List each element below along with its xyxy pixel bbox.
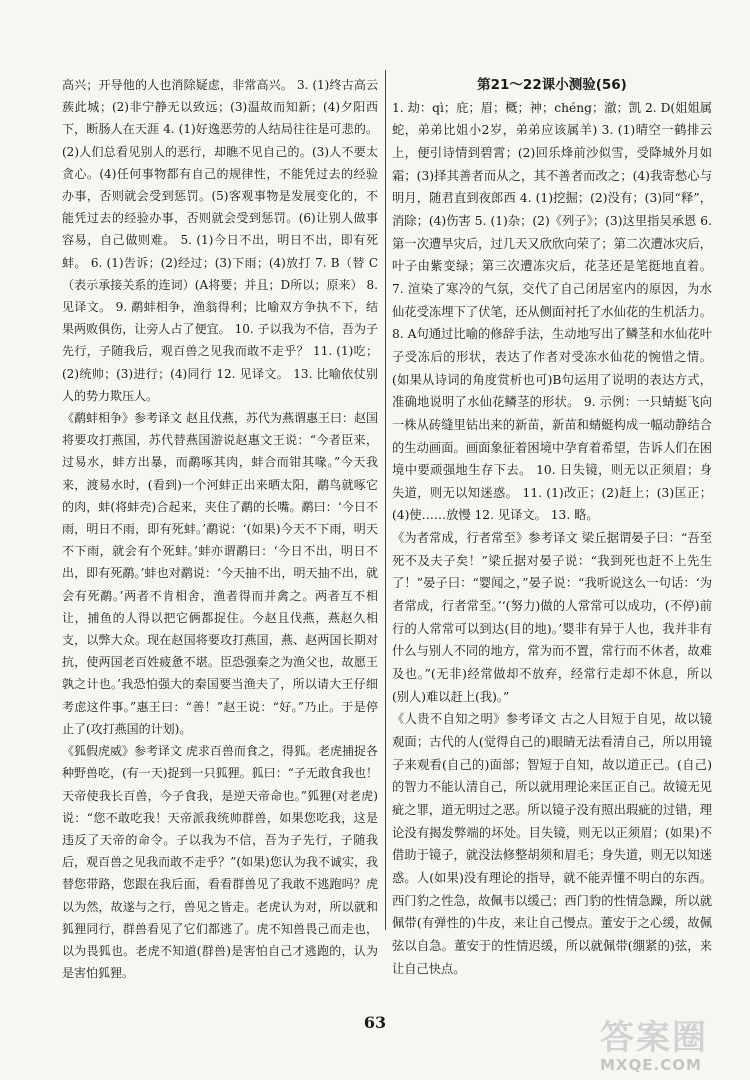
answer-paragraph: 高兴；开导他的人也消除疑虑，非常高兴。 3. (1)终古高云蔟此城；(2)非宁静无以致远；(3)温故而知新；(4)夕阳西下，断肠人在天涯 4. (1)好逸恶劳的人结局往往是可悲的。(2)人们总看见别人的恶行，却瞧不见自己的。(3)人不要太贪心。(4)任何事物都有自己的规律性，不能凭过去的经验办事，否则就会受到惩罚。(5)客观事物是发展变化的，不能凭过去的经验办事，否则就会受到惩罚。(6)让别人做事容易，自己做则难。 5. (1)今日不出，明日不出，即有死蚌。 6. (1)告诉；(2)经过；(3)下雨；(4)放打 7. B（替 C（表示承接关系的连词）(A将要；并且；D所以；原来） 8. 见译文。 9. 鹬蚌相争，渔翁得利；比喻双方争执不下，结果两败俱伤，让旁人占了便宜。 10. 子以我为不信，吾为子先行，子随我后，观百兽之见我而敢不走乎？ 11. (1)吃；(2)统帅；(3)进行；(4)同行 12. 见译文。 13. 比喻依仗别人的势力欺压人。 — [62, 78, 378, 403]
column-divider — [385, 70, 386, 930]
translation-paragraph: 《为者常成，行者常至》参考译文 梁丘据谓晏子曰：“吾至死不及夫子矣！”梁丘据对晏子说：“我到死也赶不上先生了！”晏子曰：“婴闻之，”晏子说：“我听说这么一句话：‘为者常成，行者常至。’‘(努力)做的人常常可以成功，(不停)前行的人常常可以到达(目的地)。’婴非有异于人也，我并非有什么与别人不同的地方，常为而不置，常行而不休者，故难及也。”(无非)经常做却不放弃，经常行走却不休息，所以(别人)难以赶上(我)。” — [392, 531, 712, 704]
translation-paragraph: 《人贵不自知之明》参考译文 古之人目短于自见，故以镜观面；古代的人(觉得自己的)眼睛无法看清自己，所以用镜子来观看(自己的)面部；智短于自知，故以道正己。(自己)的智力不能认清自己，所以就用理论来匡正自己。故镜无见疵之罪，道无明过之恶。所以镜子没有照出瑕疵的过错，理论没有揭发弊端的坏处。目失镜，则无以正须眉；(如果)不借助于镜子，就没法修整胡须和眉毛；身失道，则无以知迷惑。人(如果)没有理论的指导，就不能弄懂不明白的东西。西门豹之性急，故佩韦以缓己；西门豹的性情急躁，所以就佩带(有弹性的)牛皮，来让自己慢点。董安于之心缓，故佩弦以自急。董安于的性情迟缓，所以就佩带(绷紧的)弦，来让自己快点。 — [392, 712, 712, 976]
left-column — [62, 74, 378, 984]
watermark-url: MXQE.COM — [600, 1056, 702, 1074]
answer-paragraph: 1. 劫：qì；庇；眉；概；神；chéng；澈；凯 2. D(姐姐属蛇，弟弟比姐小2岁，弟弟应该属羊) 3. (1)晴空一鹤排云上，便引诗情到碧霄；(2)回乐烽前沙似雪，受降城外月如霜；(3)择其善者而从之，其不善者而改之；(4)我寄愁心与明月，随君直到夜郎西 4. (1)挖掘；(2)没有；(3)同“释”，消除；(4)伤害 5. (1)杂；(2)《列子》；(3)这里指吴承恩 6. 第一次遭旱灾后，过几天又欣欣向荣了；第二次遭冰灾后，叶子由紫变绿；第三次遭冻灾后，花茎还是笔挺地直着。 7. 渲染了寒冷的气氛，交代了自己闭居室内的原因，为水仙花受冻埋下了伏笔，还从侧面衬托了水仙花的生机活力。 8. A句通过比喻的修辞手法，生动地写出了鳞茎和水仙花叶子受冻后的形状，表达了作者对受冻水仙花的惋惜之情。(如果从诗词的角度赏析也可)B句运用了说明的表达方式，准确地说明了水仙花鳞茎的形状。 9. 示例：一只蜻蜓飞向一株从砖缝里钻出来的新苗，新苗和蜻蜓构成一幅动静结合的生动画面。画面象征着困境中孕育着希望，告诉人们在困境中要顽强地生存下去。 10. 日失镜，则无以正须眉；身失道，则无以知迷惑。 11. (1)改正；(2)赶上；(3)匡正；(4)使……放慢 12. 见译文。 13. 略。 — [392, 100, 712, 523]
watermark-logo — [600, 1020, 740, 1075]
section-title: 第21～22课小测验(56) — [477, 77, 627, 93]
page-number: 63 — [363, 1013, 387, 1032]
right-column — [392, 74, 712, 980]
translation-paragraph: 《狐假虎威》参考译文 虎求百兽而食之，得狐。老虎捕捉各种野兽吃，(有一天)捉到一只狐狸。狐曰：“子无敢食我也！天帝使我长百兽，今子食我，是逆天帝命也。”狐狸(对老虎)说：“您不敢吃我！天帝派我统帅群兽，如果您吃我，这是违反了天帝的命令。子以我为不信，吾为子先行，子随我后，观百兽之见我而敢不走乎？”(如果)您认为我不诚实，我替您带路，您跟在我后面，看看群兽见了我敢不逃跑吗？虎以为然，故遂与之行，兽见之皆走。老虎认为对，所以就和狐狸同行，群兽看见了它们都逃了。虎不知兽畏己而走也，以为畏狐也。老虎不知道(群兽)是害怕自己才逃跑的，认为是害怕狐狸。 — [62, 744, 378, 981]
watermark-text: 答案圈 — [600, 1018, 708, 1058]
translation-paragraph: 《鹬蚌相争》参考译文 赵且伐燕，苏代为燕谓惠王曰：赵国将要攻打燕国，苏代替燕国游说赵惠文王说：“今者臣来，过易水，蚌方出暴，而鹬啄其肉，蚌合而钳其喙。”今天我来，渡易水时，(看到)一个河蚌正出来晒太阳，鹬鸟就啄它的肉，蚌(将蚌壳)合起来，夹住了鹬的长嘴。鹬曰：‘今日不雨，明日不雨，即有死蚌。’鹬说：‘(如果)今天不下雨，明天不下雨，就会有个死蚌。’蚌亦谓鹬曰：‘今日不出，明日不出，即有死鹬。’蚌也对鹬说：‘今天抽不出，明天抽不出，就会有死鹬。’两者不肯相舍，渔者得而并禽之。两者互不相让，捕鱼的人得以把它俩都捉住。今赵且伐燕，燕赵久相支，以弊大众。现在赵国将要攻打燕国，燕、赵两国长期对抗，使两国老百姓疲惫不堪。臣恐强秦之为渔父也，故愿王孰之计也。’我恐怕强大的秦国要当渔夫了，所以请大王仔细考虑这件事。”惠王曰：“善！”赵王说：“好。”乃止。于是停止了(攻打燕国的计划)。 — [62, 411, 378, 736]
